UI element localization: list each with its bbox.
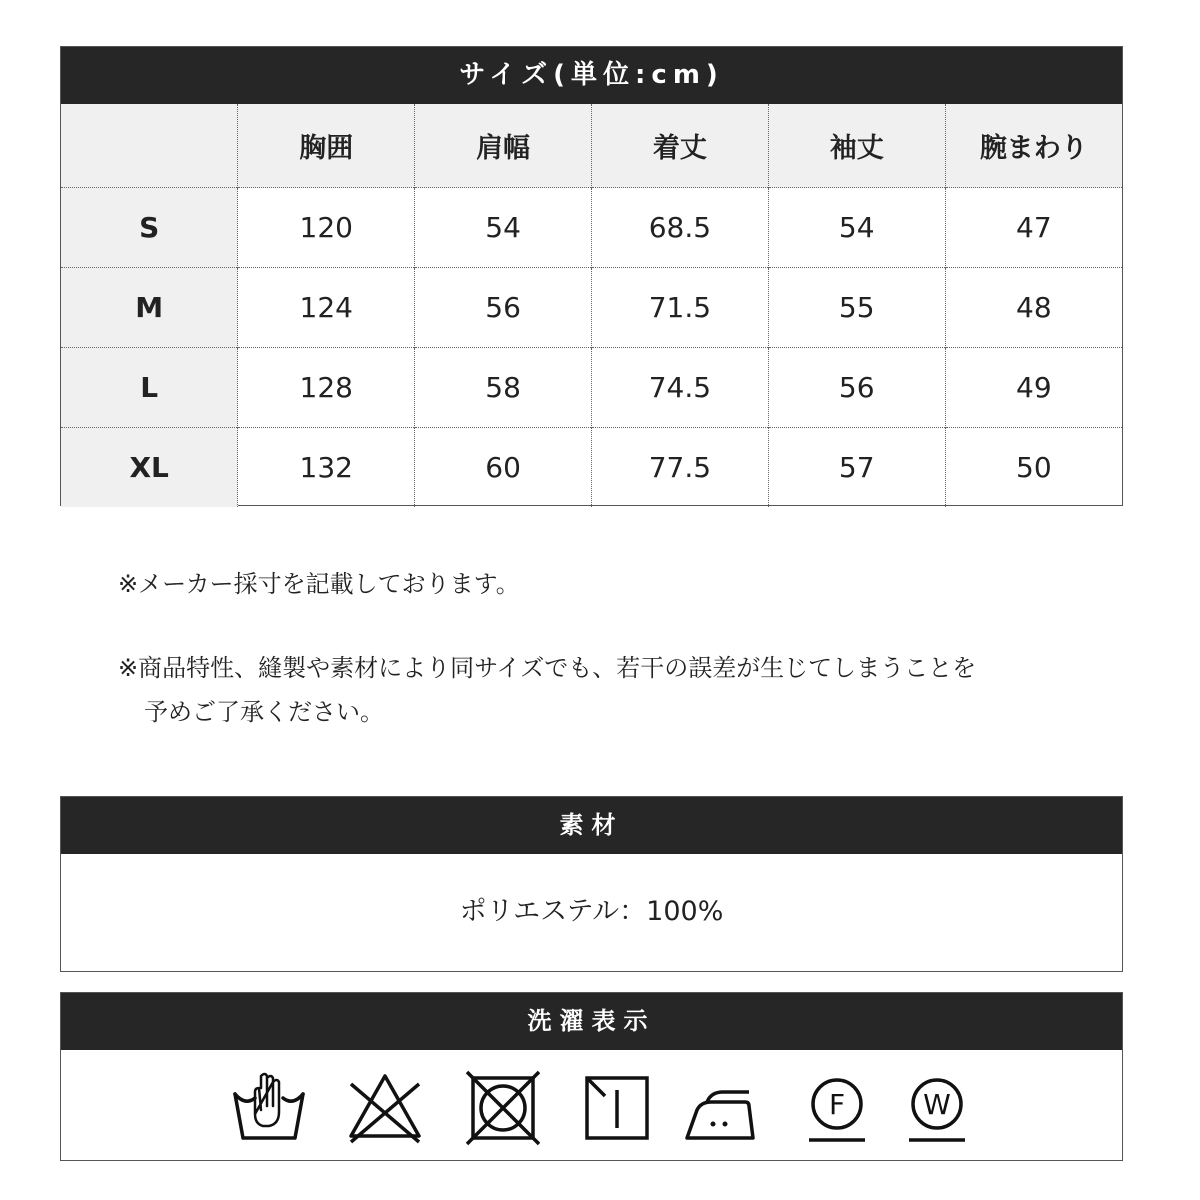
dry-clean-f-icon <box>799 1070 875 1146</box>
table-row <box>61 268 1122 348</box>
no-bleach-icon <box>347 1070 423 1146</box>
table-cell: 58 <box>415 348 592 428</box>
size-table-title: サイズ(単位:cm) <box>61 47 1122 104</box>
care-icons <box>61 1050 1122 1160</box>
table-cell: 48 <box>945 268 1122 348</box>
material-section <box>60 796 1123 972</box>
size-table <box>61 104 1122 507</box>
hand-wash-icon <box>231 1070 307 1146</box>
header-length: 着丈 <box>591 104 768 188</box>
table-cell: 54 <box>768 188 945 268</box>
table-cell: 60 <box>415 428 592 508</box>
header-arm: 腕まわり <box>945 104 1122 188</box>
table-cell: 57 <box>768 428 945 508</box>
size-label: XL <box>61 428 238 508</box>
table-cell: 120 <box>238 188 415 268</box>
wet-clean-w-icon <box>899 1070 975 1146</box>
table-cell: 54 <box>415 188 592 268</box>
table-cell: 124 <box>238 268 415 348</box>
header-chest: 胸囲 <box>238 104 415 188</box>
wet-clean-letter: W <box>923 1088 951 1121</box>
material-title: 素材 <box>61 797 1122 854</box>
variance-note <box>118 646 976 734</box>
iron-low-icon <box>683 1070 759 1146</box>
size-label: S <box>61 188 238 268</box>
table-cell: 71.5 <box>591 268 768 348</box>
size-table-section <box>60 46 1123 506</box>
measurement-note: ※メーカー採寸を記載しております。 <box>118 570 520 598</box>
table-cell: 56 <box>768 348 945 428</box>
table-cell: 47 <box>945 188 1122 268</box>
table-row <box>61 348 1122 428</box>
size-table-header-row <box>61 104 1122 188</box>
variance-note-line1: ※商品特性、縫製や素材により同サイズでも、若干の誤差が生じてしまうことを <box>118 654 977 682</box>
table-cell: 56 <box>415 268 592 348</box>
table-cell: 128 <box>238 348 415 428</box>
table-row <box>61 428 1122 508</box>
table-cell: 77.5 <box>591 428 768 508</box>
washing-section <box>60 992 1123 1161</box>
header-shoulder: 肩幅 <box>415 104 592 188</box>
header-corner <box>61 104 238 188</box>
dry-clean-letter: F <box>828 1088 846 1121</box>
washing-title: 洗濯表示 <box>61 993 1122 1050</box>
header-sleeve: 袖丈 <box>768 104 945 188</box>
material-text: ポリエステル：100% <box>459 896 724 927</box>
table-row <box>61 188 1122 268</box>
table-cell: 55 <box>768 268 945 348</box>
table-cell: 68.5 <box>591 188 768 268</box>
table-cell: 50 <box>945 428 1122 508</box>
size-label: M <box>61 268 238 348</box>
no-tumble-dry-icon <box>465 1070 541 1146</box>
table-cell: 132 <box>238 428 415 508</box>
line-dry-shade-icon <box>579 1070 655 1146</box>
table-cell: 49 <box>945 348 1122 428</box>
table-cell: 74.5 <box>591 348 768 428</box>
size-label: L <box>61 348 238 428</box>
variance-note-line2: 予めご了承ください。 <box>144 698 384 726</box>
